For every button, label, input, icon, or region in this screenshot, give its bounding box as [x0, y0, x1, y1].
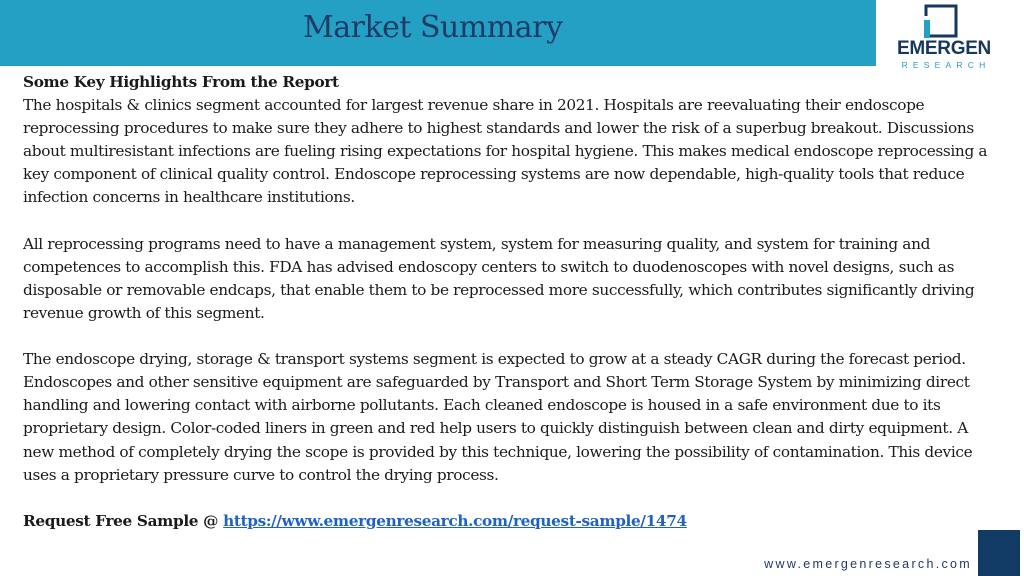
paragraph-hospitals: [23, 71, 998, 210]
corner-decoration: [978, 530, 1020, 576]
emergen-research-logo: [884, 2, 1002, 68]
paragraph-drying-systems: The endoscope drying, storage & transport systems segment is expected to grow at a steady CAGR during the forecast period. Endoscopes and other sensitive equipment are safeguarded by Transport and Short Term Storage System by minimizing direct handling and lowering contact with airborne pollutants. Each cleaned endoscope is housed in a safe environment due to its proprietary design. Color-coded liners in green and red help users to quickly distinguish between clean and dirty equipment. A new method of completely drying the scope is provided by this technique, lowering the possibility of contamination. This device uses a proprietary pressure curve to control the drying process.: [23, 350, 973, 484]
logo-subtitle: RESEARCH: [901, 60, 991, 70]
footer-website: www.emergenresearch.com: [764, 557, 972, 571]
paragraph-text: The hospitals & clinics segment accounted for largest revenue share in 2021. Hospitals are reevaluating their endoscope reprocessing procedures to make sure they adhere to highest standards and lower the risk of a superbug breakout. Discussions about multiresistant infections are fueling rising expectations for hospital hygiene. This makes medical endoscope reprocessing a key component of clinical quality control. Endoscope reprocessing systems are now dependable, high-quality tools that reduce infection concerns in healthcare institutions.: [23, 96, 988, 207]
request-sample-link[interactable]: https://www.emergenresearch.com/request-sample/1474: [223, 511, 687, 530]
section-heading: Some Key Highlights From the Report: [23, 73, 339, 91]
paragraph-programs: All reprocessing programs need to have a management system, system for measuring quality, and system for training and competences to accomplish this. FDA has advised endoscopy centers to switch to duodenoscopes with novel designs, such as disposable or removable endcaps, that enable them to be reprocessed more successfully, which contributes significantly driving revenue growth of this segment.: [23, 234, 975, 322]
report-highlights: [23, 71, 998, 556]
request-sample-line: [23, 510, 998, 533]
logo-wordmark: EMERGEN: [897, 38, 991, 59]
logo-mark-icon: [924, 4, 958, 38]
page-title: Market Summary: [303, 10, 563, 45]
request-sample-label: Request Free Sample @: [23, 511, 224, 530]
